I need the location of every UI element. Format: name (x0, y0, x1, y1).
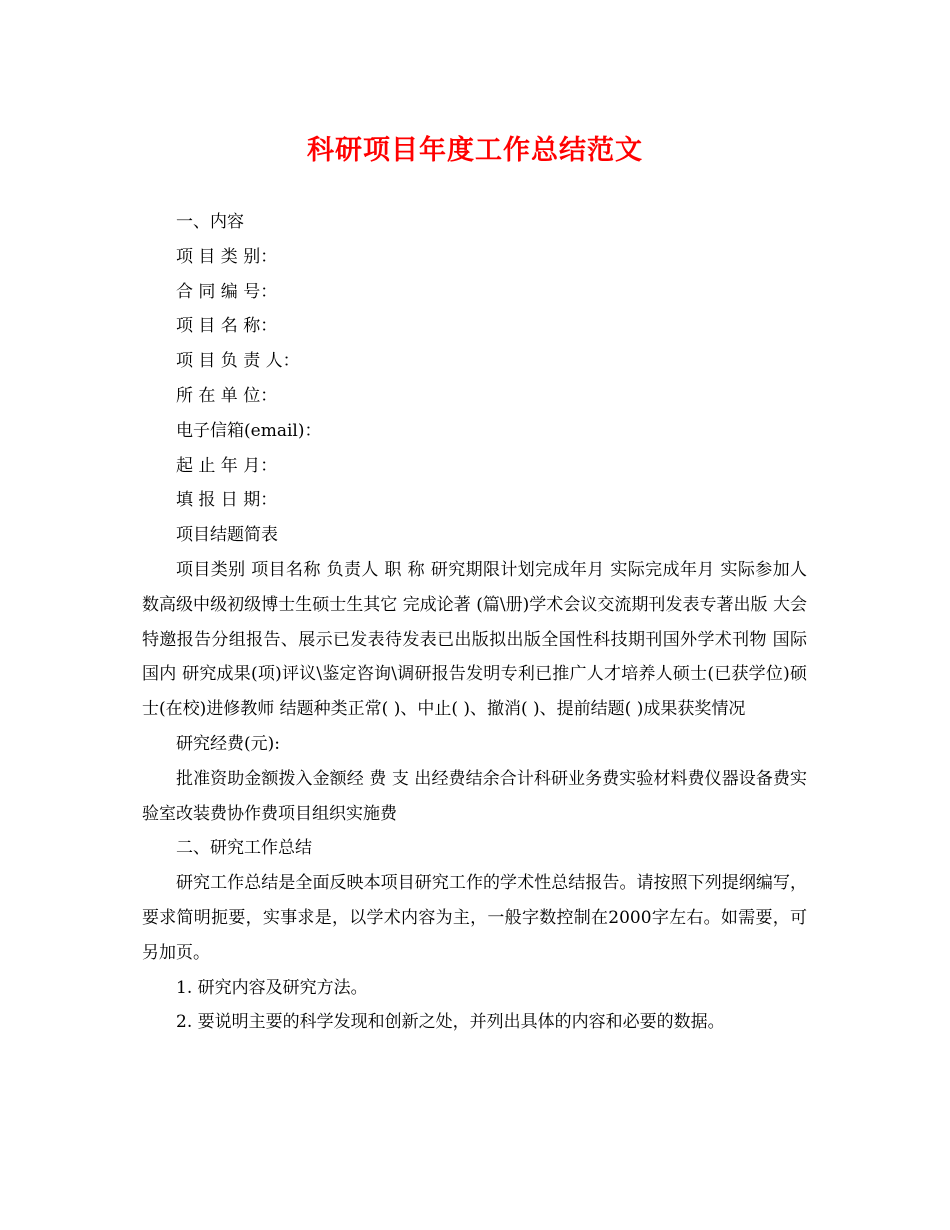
subheading-summary-table: 项目结题简表 (176, 525, 278, 546)
field-period: 起 止 年 月： (176, 455, 278, 476)
field-project-category: 项 目 类 别： (176, 246, 278, 267)
list-item-1: 1. 研究内容及研究方法。 (176, 977, 368, 998)
list-item-2: 2. 要说明主要的科学发现和创新之处，并列出具体的内容和必要的数据。 (176, 1012, 725, 1033)
field-contract-number: 合 同 编 号： (176, 281, 278, 302)
paragraph-summary-table-items: 项目类别 项目名称 负责人 职 称 研究期限计划完成年月 实际完成年月 实际参加人数高级中级初级博士生硕士生其它 完成论著 (篇\册)学术会议交流期刊发表专著出版 大会特邀报告分组报告、展示已发表待发表已出版拟出版全国性科技期刊国外学术刊物 国际 国内 研究成果(项)评议\鉴定咨询\调研报告发明专利已推广人才培养人硕士(已获学位)硕士(在校)进修教师 结题种类正常( )、中止( )、撤消( )、提前结题( )成果获奖情况 (142, 559, 807, 720)
field-email: 电子信箱(email)： (176, 420, 322, 441)
document-body (142, 205, 807, 1040)
field-project-leader: 项 目 负 责 人： (176, 351, 300, 372)
paragraph-funding-items: 批准资助金额拨入金额经 费 支 出经费结余合计科研业务费实验材料费仪器设备费实验室改装费协作费项目组织实施费 (142, 768, 807, 824)
section-heading-content: 一、内容 (176, 212, 244, 232)
section-heading-work-summary: 二、研究工作总结 (176, 838, 312, 859)
paragraph-summary-instructions: 研究工作总结是全面反映本项目研究工作的学术性总结报告。请按照下列提纲编写，要求简明扼要，实事求是，以学术内容为主，一般字数控制在2000字左右。如需要，可另加页。 (142, 873, 807, 963)
field-report-date: 填 报 日 期： (176, 490, 278, 511)
document-title: 科研项目年度工作总结范文 (307, 135, 643, 166)
subheading-research-funding: 研究经费(元): (176, 733, 280, 754)
field-organization: 所 在 单 位： (176, 385, 278, 406)
field-project-name: 项 目 名 称： (176, 316, 278, 337)
